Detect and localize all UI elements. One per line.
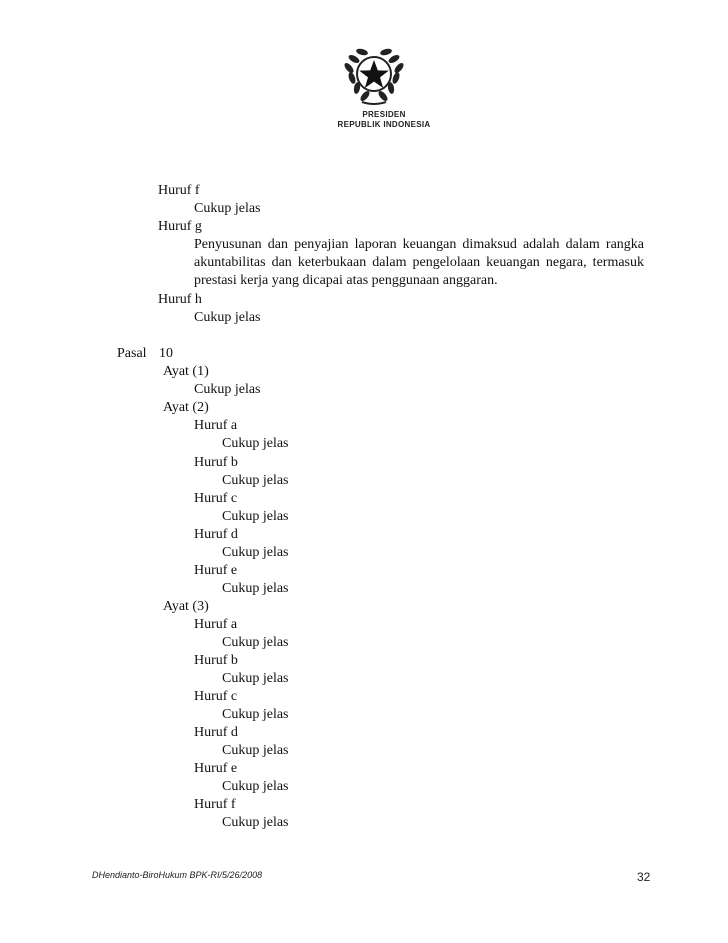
ayat2-huruf-e-label: Huruf e: [194, 563, 238, 578]
huruf-h-text: Cukup jelas: [194, 310, 261, 325]
ayat3-huruf-c-text: Cukup jelas: [222, 707, 289, 722]
ayat3-huruf-f-label: Huruf f: [194, 797, 236, 812]
ayat2-huruf-a-label: Huruf a: [194, 418, 238, 433]
footer-source: DHendianto-BiroHukum BPK-RI/5/26/2008: [92, 870, 263, 880]
ayat3-huruf-b-label: Huruf b: [194, 653, 238, 668]
ayat2-huruf-c-label: Huruf c: [194, 491, 238, 506]
ayat2-huruf-b-text: Cukup jelas: [222, 473, 289, 488]
ayat3-huruf-e-text: Cukup jelas: [222, 779, 289, 794]
ayat3-huruf-b-text: Cukup jelas: [222, 671, 289, 686]
ayat2-huruf-a-text: Cukup jelas: [222, 436, 289, 451]
ayat2-huruf-c-text: Cukup jelas: [222, 509, 289, 524]
ayat-1-text: Cukup jelas: [194, 382, 261, 397]
ayat2-huruf-d-text: Cukup jelas: [222, 545, 289, 560]
ayat3-huruf-a-text: Cukup jelas: [222, 635, 289, 650]
huruf-g-paragraph: Penyusunan dan penyajian laporan keuangan dimaksud adalah dalam rangka akuntabilitas dan keterbukaan dalam pengelolaan keuangan negara, termasuk prestasi kerja yang dicapai atas penggunaan anggaran.: [194, 237, 644, 288]
huruf-h-label: Huruf h: [158, 292, 202, 307]
page-number: 32: [637, 870, 651, 884]
ayat2-huruf-e-text: Cukup jelas: [222, 581, 289, 596]
emblem-title-line1: PRESIDEN: [362, 110, 406, 119]
pasal-label: Pasal: [117, 346, 147, 361]
ayat3-huruf-f-text: Cukup jelas: [222, 815, 289, 830]
ayat3-huruf-d-text: Cukup jelas: [222, 743, 289, 758]
ayat2-huruf-b-label: Huruf b: [194, 455, 238, 470]
huruf-f-text: Cukup jelas: [194, 201, 261, 216]
huruf-f-label: Huruf f: [158, 183, 200, 198]
huruf-g-label: Huruf g: [158, 219, 202, 234]
presidential-seal-icon: [340, 44, 408, 108]
ayat-3-label: Ayat (3): [163, 599, 209, 614]
ayat3-huruf-c-label: Huruf c: [194, 689, 238, 704]
ayat3-huruf-e-label: Huruf e: [194, 761, 238, 776]
ayat-1-label: Ayat (1): [163, 364, 209, 379]
ayat-2-label: Ayat (2): [163, 400, 209, 415]
pasal-number: 10: [159, 346, 173, 361]
header-emblem: [312, 44, 436, 152]
ayat2-huruf-d-label: Huruf d: [194, 527, 238, 542]
ayat3-huruf-d-label: Huruf d: [194, 725, 238, 740]
emblem-title-line2: REPUBLIK INDONESIA: [337, 120, 431, 129]
ayat3-huruf-a-label: Huruf a: [194, 617, 238, 632]
